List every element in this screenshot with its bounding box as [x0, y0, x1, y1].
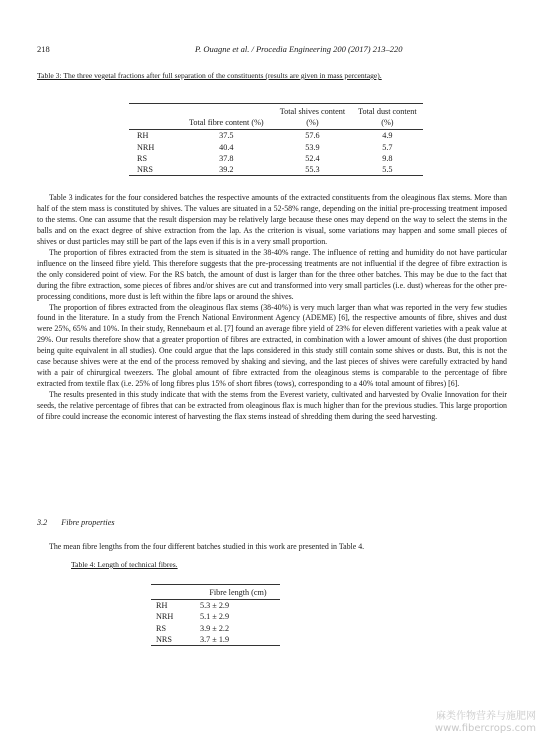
- paragraph: The proportion of fibres extracted from the oleaginous flax stems (38-40%) is very much larger than what was reported in the very few studies found in the literature. In a study from the French National Environment Agency (ADEME) [6], the respective amounts of fibre, shives and dust were 25%, 65% and 10%. In their study, Rennebaum et al. [7] found an average fibre yield of 23% for eleven different varieties with a peak value at 29%. Our results therefore show that a greater proportion of fibres are extracted, in combination with a lower amount of shives (the dust proportion being quite equivalent in all studies). One could argue that the laps considered in this study still contain some shives or dusts. But, this is not the case because shives were at the end of the process removed by shaking and sieving, and the last pieces of shives were carefully extracted by hand with a pair of chirurgical tweezers. The global amount of fibre extracted from the oleaginous stems is comparable to the percentage of fibre extracted from textile flax (i.e. 25% of long fibres plus 15% of short fibres (tows), corresponding to a 40% total amount of fibres) [6].: [37, 302, 507, 389]
- section-number: 3.2: [37, 518, 48, 527]
- table3-cell: 9.8: [382, 153, 393, 163]
- table4-cell: 3.9 ± 2.2: [200, 623, 230, 633]
- table4-cell: NRS: [151, 634, 196, 646]
- paragraph: The proportion of fibres extracted from the stem is situated in the 38-40% range. The influence of retting and humidity do not have particular influence on the linseed fibre yield. This therefore suggests that the pre-processing treatments are not influential if the degree of fibre extraction is the only considered point of view. For the RS batch, the amount of dust is larger than for the three other batches. This may be due to the fact that during the fibre extraction, some pieces of fibres and/or shives are cut and transformed into very small particles (i.e. dust) whereas for the other pre-processing conditions, more dust is left within the fibre laps or around the shives.: [37, 247, 507, 301]
- table4-col-empty: [151, 585, 196, 600]
- table4-col-length: Fibre length (cm): [196, 585, 280, 600]
- table-row: [129, 153, 423, 164]
- table4-cell: 3.7 ± 1.9: [196, 634, 280, 646]
- table3-header-row: [129, 104, 423, 130]
- watermark: [435, 711, 536, 735]
- table3-cell: 37.5: [219, 131, 234, 141]
- paragraph: Table 3 indicates for the four considered batches the respective amounts of the extracted constituents from the oleaginous flax stems. More than half of the stem mass is constituted by shives. The values are situated in a 52-58% range, depending on the initial pre-processing treatment imposed to the stems. One can assume that the result dispersion may be relatively large because these ones may depend on the way to select the stems in the balls and on the exact degree of shive extraction from the lap. As the criterion is visual, some variations may happen and some small pieces of shives or dust particles may still be part of the laps even if this is in a very small proportion.: [37, 193, 507, 246]
- table3-cell: 5.5: [352, 164, 423, 176]
- section-intro: The mean fibre lengths from the four different batches studied in this work are presented in Table 4.: [49, 542, 365, 551]
- table4-caption: Table 4: Length of technical fibres.: [71, 560, 178, 569]
- table3-col-dust: Total dust content (%): [352, 104, 423, 130]
- watermark-line: 麻类作物营养与施肥网: [436, 711, 536, 722]
- table3-col-fibre: Total fibre content (%): [179, 104, 273, 130]
- table3-cell: RS: [137, 153, 148, 163]
- table3-cell: 5.7: [382, 142, 393, 152]
- running-title: P. Ouagne et al. / Procedia Engineering 200 (2017) 213–220: [195, 44, 403, 54]
- table-row: [129, 142, 423, 153]
- table4: [151, 584, 280, 646]
- section-title: Fibre properties: [61, 518, 115, 527]
- table4-cell: 5.3 ± 2.9: [200, 601, 230, 611]
- results-discussion: [37, 193, 507, 423]
- table3-cell: 52.4: [305, 153, 320, 163]
- table-row: [151, 611, 280, 622]
- page-number: 218: [37, 44, 50, 54]
- table-row: [151, 600, 280, 612]
- watermark-line: www.fibercrops.com: [434, 723, 536, 734]
- table3-cell: 4.9: [382, 131, 393, 141]
- table3-cell: 55.3: [273, 164, 352, 176]
- section-heading: [37, 518, 115, 527]
- table4-cell: RS: [156, 623, 167, 633]
- table3-cell: 57.6: [305, 131, 320, 141]
- table-row: [129, 164, 423, 176]
- table3-cell: 37.8: [219, 153, 234, 163]
- table3-col-shives: Total shives content (%): [273, 104, 352, 130]
- table4-header-row: [151, 585, 280, 600]
- table3-cell: 40.4: [219, 142, 234, 152]
- table3-cell: NRS: [129, 164, 179, 176]
- page-header: [37, 44, 508, 56]
- table3-cell: 39.2: [179, 164, 273, 176]
- table4-cell: NRH: [156, 612, 174, 622]
- table4-cell: RH: [156, 601, 168, 611]
- table3-cell: NRH: [137, 142, 155, 152]
- table3-cell: RH: [137, 131, 149, 141]
- table3-cell: 53.9: [305, 142, 320, 152]
- table3-col-empty: [129, 104, 179, 130]
- table3: [129, 103, 423, 176]
- table-row: [129, 130, 423, 142]
- table3-caption: Table 3: The three vegetal fractions after full separation of the constituents (results are given in mass percentage).: [37, 71, 382, 80]
- table-row: [151, 623, 280, 634]
- table-row: [151, 634, 280, 646]
- paragraph: The results presented in this study indicate that with the stems from the Everest variety, cultivated and harvested by Ovalie Innovation for their seeds, the relative percentage of fibres that can be extracted from oleaginous flax is much higher than for the previous studies. This large proportion of fibre could increase the economic interest of harvesting the flax stems instead of shredding them during the seed harvesting.: [37, 390, 507, 422]
- table4-cell: 5.1 ± 2.9: [200, 612, 230, 622]
